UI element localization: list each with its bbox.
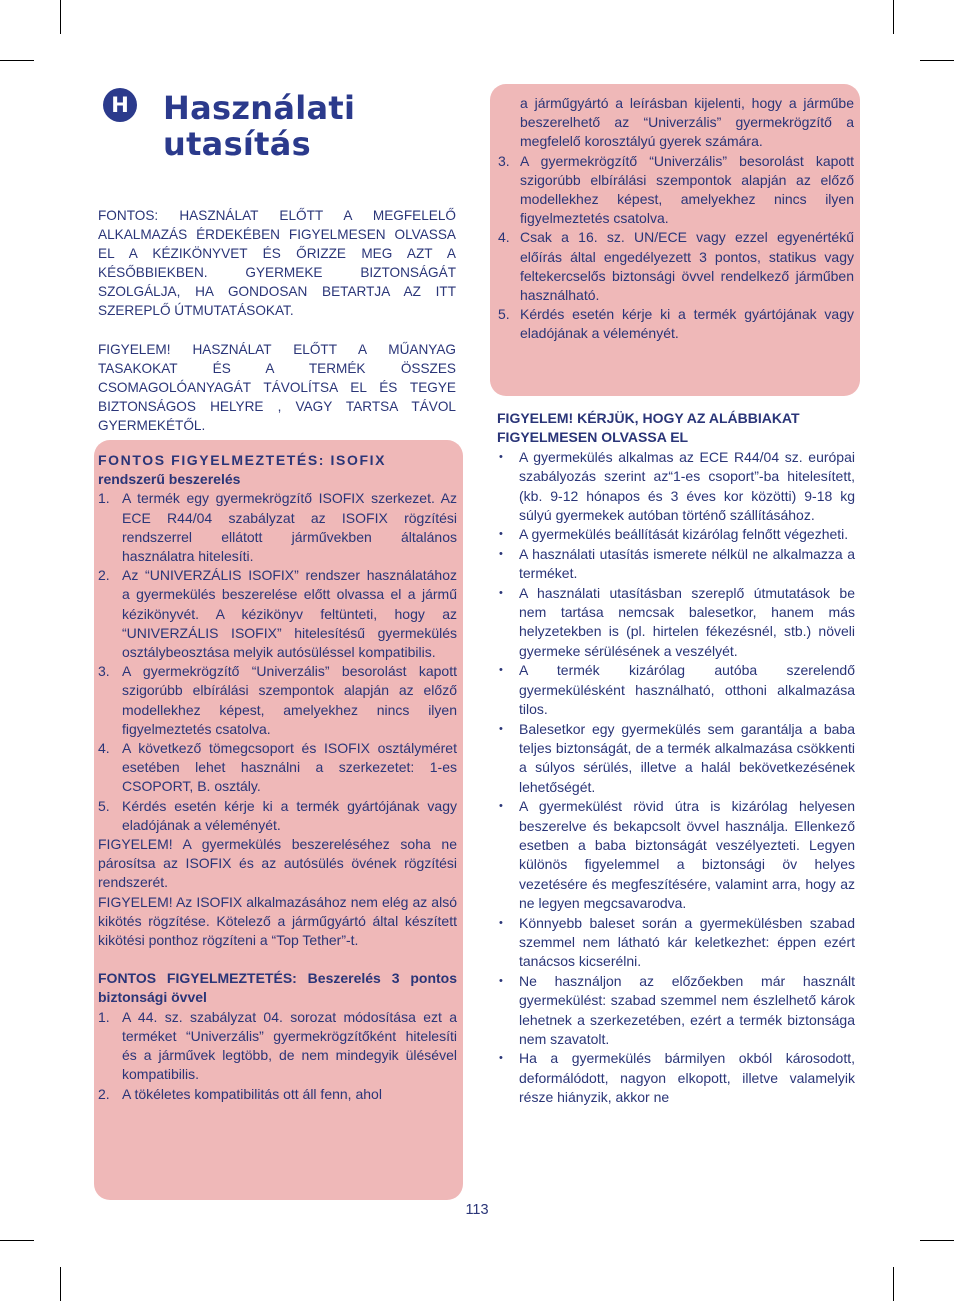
bullet-icon: • bbox=[499, 722, 503, 735]
item-text: Balesetkor egy gyermekülés sem garantálja a baba teljes biztonságát, de a termék alkalmazása csökkenti a súlyos sérülés, illetve a halál bekövetkezésének lehetőségét. bbox=[519, 720, 855, 795]
page-number: 113 bbox=[465, 1202, 489, 1218]
isofix-heading: FONTOS FIGYELMEZTETÉS: ISOFIX bbox=[98, 452, 387, 468]
item-number: 2. bbox=[98, 1085, 110, 1102]
bullet-icon: • bbox=[499, 586, 503, 599]
list-item bbox=[497, 661, 855, 719]
bullet-icon: • bbox=[499, 450, 503, 463]
bullet-icon: • bbox=[499, 916, 503, 929]
isofix-subheading: rendszerű beszerelés bbox=[98, 471, 241, 488]
list-item bbox=[497, 525, 855, 544]
item-number: 1. bbox=[98, 490, 110, 507]
isofix-warning-top-tether: FIGYELEM! Az ISOFIX alkalmazásához nem elég az alsó kikötés rögzítése. Kötelező a járműgyártó által készített kikötési ponthoz rögzíteni a “Top Tether”-t. bbox=[98, 893, 457, 949]
list-item bbox=[98, 1085, 457, 1104]
intro-packaging-warning: FIGYELEM! HASZNÁLAT ELŐTT A MŰANYAG TASAKOKAT ÉS A TERMÉK ÖSSZES CSOMAGOLÓANYAGÁT TÁVOLÍTSA EL ÉS TEGYE BIZTONSÁGOS HELYRE , VAGY TARTSA TÁVOL GYERMEKÉTŐL. bbox=[98, 342, 456, 433]
item-text: A használati utasítás ismerete nélkül ne alkalmazza a terméket. bbox=[519, 545, 855, 582]
intro-important-notice: FONTOS: HASZNÁLAT ELŐTT A MEGFELELŐ ALKALMAZÁS ÉRDEKÉBEN FIGYELMESEN OLVASSA EL A KÉZIKÖNYVET ÉS ŐRIZZE MEG AZT A KÉSŐBBIEKBEN. GYERMEKE BIZTONSÁGÁT SZOLGÁLJA, HA GONDOSAN BETARTJA AZ ITT SZEREPLŐ ÚTMUTATÁSOKAT. bbox=[98, 208, 456, 318]
general-warnings bbox=[497, 409, 855, 1108]
bullet-icon: • bbox=[499, 800, 503, 813]
item-text: A termék egy gyermekrögzítő ISOFIX szerkezet. Az ECE R44/04 szabályzat az ISOFIX rögzítési rendszerrel ellátott járművekben általános használatra hitelesíti. bbox=[122, 490, 457, 565]
warnings-list bbox=[497, 448, 855, 1108]
list-item bbox=[498, 305, 854, 343]
item-text: A tökéletes kompatibilitás ott áll fenn, ahol bbox=[122, 1085, 382, 1102]
item-text: Kérdés esetén kérje ki a termék gyártójának vagy eladójának a véleményét. bbox=[122, 797, 457, 833]
item-text: Ha a gyermekülés bármilyen okból károsodott, deformálódott, nagyon elkopott, illetve valamelyik része hiányzik, akkor ne bbox=[519, 1050, 855, 1106]
item-text: A gyermekülés beállítását kizárólag felnőtt végezheti. bbox=[519, 526, 849, 543]
crop-mark bbox=[0, 1240, 34, 1241]
list-item bbox=[98, 739, 457, 797]
item-number: 4. bbox=[98, 740, 110, 757]
crop-mark bbox=[893, 0, 894, 34]
list-item bbox=[98, 662, 457, 739]
list-item bbox=[497, 797, 855, 913]
list-item bbox=[497, 448, 855, 526]
list-item bbox=[98, 566, 457, 662]
list-item bbox=[498, 152, 854, 229]
item-number: 1. bbox=[98, 1008, 110, 1025]
crop-mark bbox=[60, 0, 61, 34]
list-item bbox=[497, 720, 855, 798]
item-text: A következő tömegcsoport és ISOFIX osztályméret esetében lehet használni a szerkezetet: 1-es CSOPORT, B. osztály. bbox=[122, 740, 457, 795]
list-item bbox=[498, 228, 854, 305]
list-item bbox=[98, 797, 457, 835]
list-item bbox=[497, 914, 855, 972]
crop-mark bbox=[920, 1240, 954, 1241]
item-number: 5. bbox=[498, 306, 510, 323]
belt-item-2-continuation: a járműgyártó a leírásban kijelenti, hogy a járműbe beszerelhető az “Univerzális” gyermekrögzítő a megfelelő korosztályú gyerek számára. bbox=[520, 95, 854, 150]
belt-heading: FONTOS FIGYELMEZTETÉS: Beszerelés 3 pontos biztonsági övvel bbox=[98, 970, 457, 1006]
bullet-icon: • bbox=[499, 1052, 503, 1065]
list-item bbox=[497, 1049, 855, 1107]
belt-list bbox=[98, 1008, 457, 1104]
item-text: Ne használjon az előzőekben már használt gyermekülést: szabad szemmel nem észlelhető károk lehetnek a szerkezetében, ezért a termék biztonsága nem szavatolt. bbox=[519, 972, 855, 1047]
bullet-icon: • bbox=[499, 547, 503, 560]
language-badge: H bbox=[103, 88, 137, 122]
warnings-heading-line-2: FIGYELMESEN OLVASSA EL bbox=[497, 429, 689, 446]
list-item bbox=[98, 489, 457, 566]
item-text: Az “UNIVERZÁLIS ISOFIX” rendszer használatához a gyermekülés beszerelése előtt olvassa el a jármű kézikönyvét. A kézikönyv feltünteti, hogy az “UNIVERZÁLIS ISOFIX” hitelesítésű gyermekülés osztálybeosztása melyik autósüléssel kompatibilis. bbox=[122, 567, 457, 661]
warnings-heading-line-1: FIGYELEM! KÉRJÜK, HOGY AZ ALÁBBIAKAT bbox=[497, 410, 800, 426]
crop-mark bbox=[893, 1267, 894, 1301]
item-text: A gyermekrögzítő “Univerzális” besorolást kapott szigorúbb elbírálási szempontok alapján az előző modellekhez képest, amelyekhez nincs ilyen figyelmeztetés csatolva. bbox=[122, 663, 457, 737]
list-item bbox=[497, 584, 855, 662]
item-text: A gyermekülés alkalmas az ECE R44/04 sz. európai szabályozás szerint az“1-es csoport”-ba hitelesített, (kb. 9-12 hónapos és 3 éves kor közötti) 9-18 kg súlyú gyermekek autóban történő szállításához. bbox=[519, 448, 855, 524]
item-number: 3. bbox=[498, 152, 510, 169]
item-text: A gyermekülést rövid útra is kizárólag helyesen beszerelve és bekapcsolt övvel használja. Ellenkező esetben a baba biztonságát veszélyezteti. Legyen különös figyelemmel a biztonsági öv helyes vezetésére és megfeszítésére, valamint arra, hogy az ne legyen megcsavarodva. bbox=[519, 798, 855, 912]
title-line-1: Használati bbox=[163, 89, 356, 127]
bullet-icon: • bbox=[499, 664, 503, 677]
item-number: 4. bbox=[498, 229, 510, 246]
isofix-warning-belt: FIGYELEM! A gyermekülés beszereléséhez soha ne párosítsa az ISOFIX és az autósülés övének rögzítési rendszerét. bbox=[98, 836, 457, 891]
item-text: Kérdés esetén kérje ki a termék gyártójának vagy eladójának a véleményét. bbox=[520, 306, 854, 342]
bullet-icon: • bbox=[499, 974, 503, 987]
crop-mark bbox=[60, 1267, 61, 1301]
isofix-list bbox=[98, 489, 457, 835]
item-text: Könnyebb baleset során a gyermekülésben szabad szemmel nem látható kár keletkezhet: éppen ezért tanácsos kicserélni. bbox=[519, 914, 855, 970]
title-line-2: utasítás bbox=[163, 125, 312, 163]
belt-warning-box-continued bbox=[490, 84, 860, 396]
item-text: A termék kizárólag autóba szerelendő gyermekülésként használható, otthoni alkalmazása tilos. bbox=[519, 662, 855, 718]
bullet-icon: • bbox=[499, 528, 503, 541]
item-number: 5. bbox=[98, 797, 110, 814]
item-number: 3. bbox=[98, 663, 110, 680]
item-number: 2. bbox=[98, 567, 110, 584]
item-text: Csak a 16. sz. UN/ECE vagy ezzel egyenértékű előírás által engedélyezett 3 pontos, statikus vagy feltekercselős biztonsági övvel rendelkező járműben használható. bbox=[520, 229, 854, 304]
crop-mark bbox=[920, 60, 954, 61]
list-item bbox=[497, 545, 855, 584]
item-text: A 44. sz. szabályzat 04. sorozat módosítása ezt a terméket “Univerzális” gyermekrögzítőként hitelesíti és a járművek legtöbb, de nem mindegyik ülésével kompatibilis. bbox=[122, 1008, 457, 1083]
crop-mark bbox=[0, 60, 34, 61]
item-text: A gyermekrögzítő “Univerzális” besorolást kapott szigorúbb elbírálási szempontok alapján az előző modellekhez képest, amelyekhez nincs ilyen figyelmeztetés csatolva. bbox=[520, 152, 854, 227]
list-item bbox=[497, 972, 855, 1050]
list-item bbox=[98, 1008, 457, 1085]
page-title bbox=[163, 90, 355, 162]
belt-list-continued bbox=[498, 152, 854, 344]
isofix-warning-box bbox=[94, 440, 463, 1200]
item-text: A használati utasításban szereplő útmutatások be nem tartása nemcsak balesetkor, hanem más helyzetekben is (pl. hirtelen fékezésnél, stb.) növeli gyermeke sérülésének a veszélyét. bbox=[519, 584, 855, 659]
